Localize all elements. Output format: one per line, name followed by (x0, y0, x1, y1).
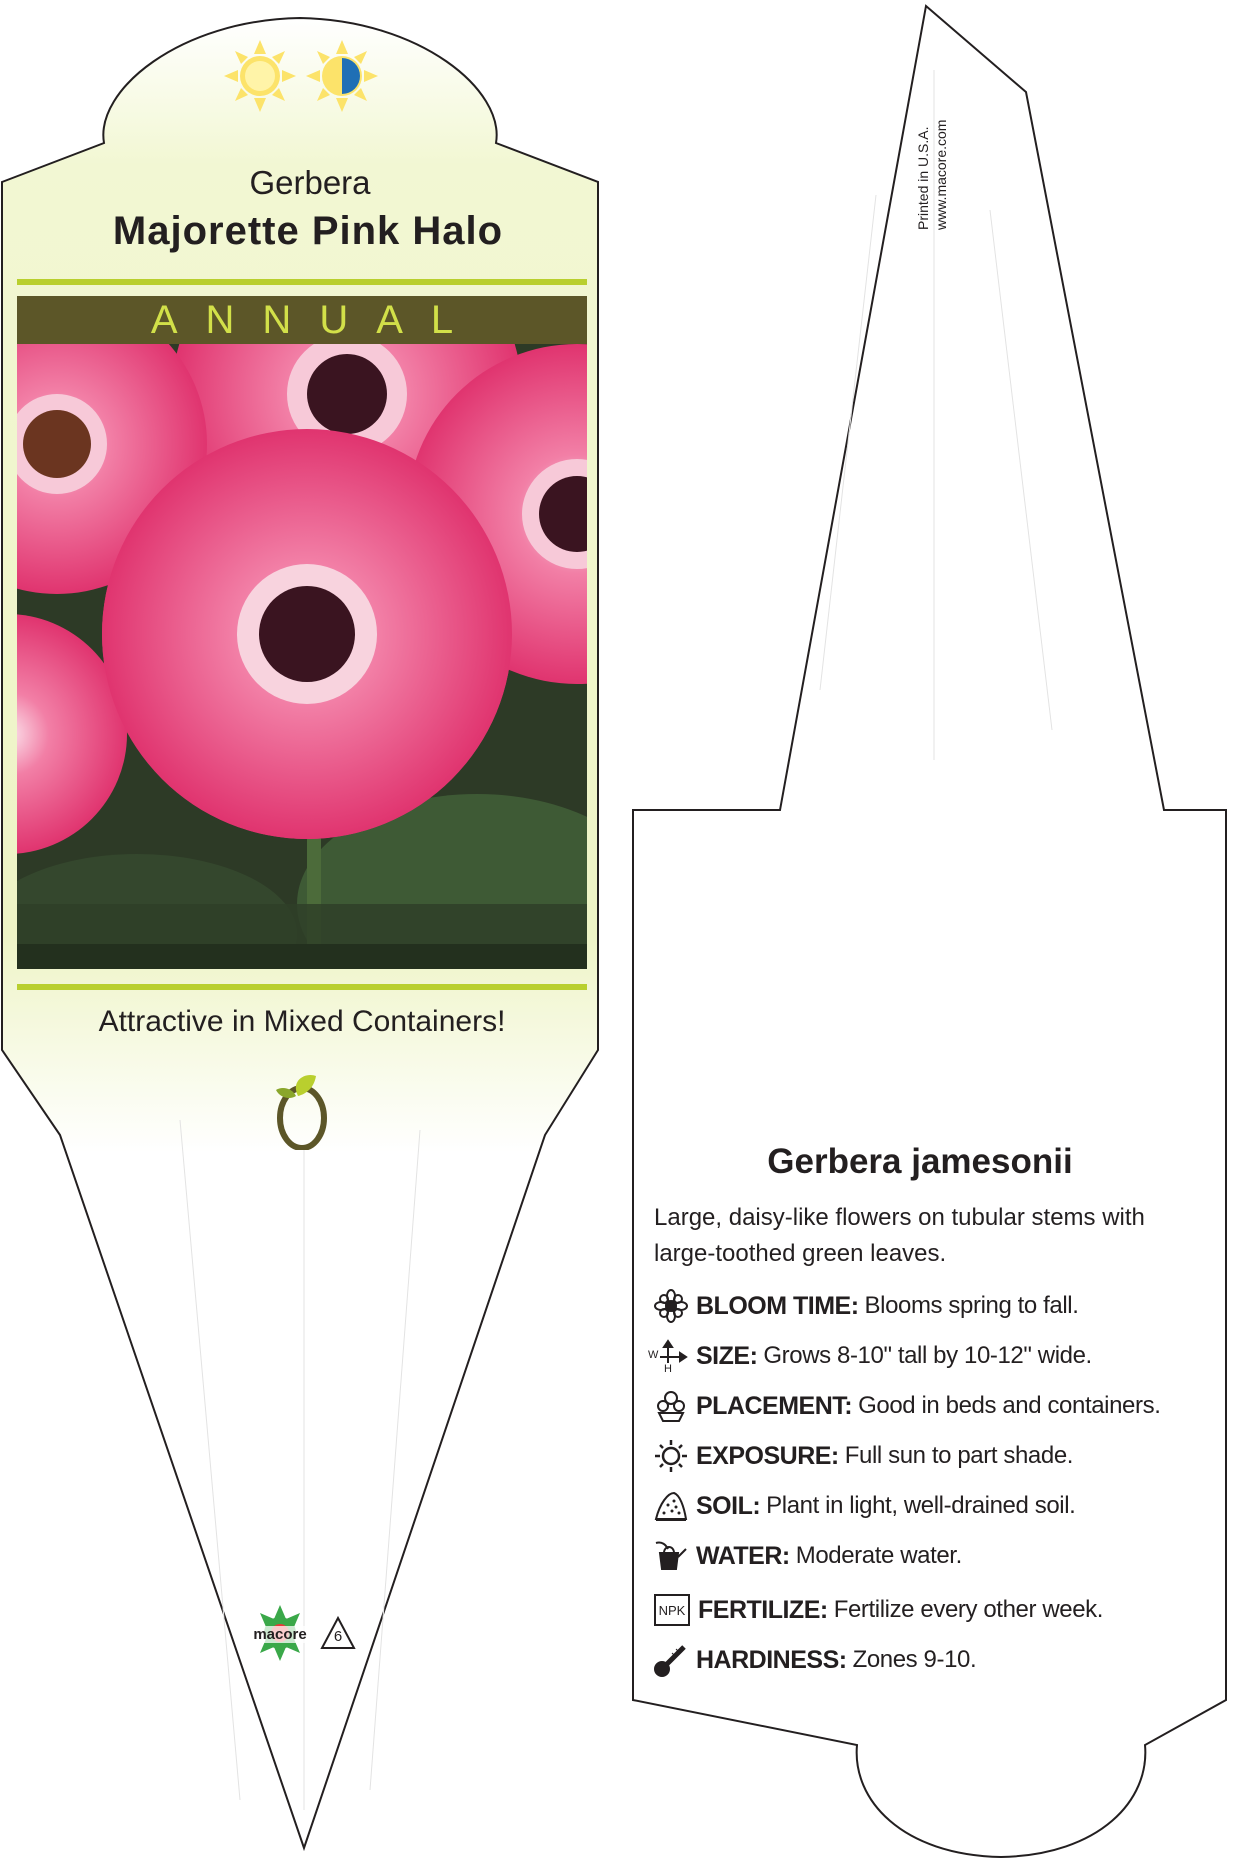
sun-icons (220, 36, 380, 116)
care-row-size (648, 1336, 1092, 1376)
care-label: SOIL: (696, 1491, 761, 1520)
flower-icon (654, 1289, 688, 1323)
macore-logo-text: macore (245, 1626, 315, 1643)
care-value: Blooms spring to fall. (864, 1292, 1079, 1319)
care-value: Zones 9-10. (852, 1646, 977, 1673)
placement-icon (654, 1389, 688, 1423)
size-arrows-icon (648, 1339, 688, 1375)
care-row-fertilize (654, 1590, 1103, 1630)
size-w: W (648, 1349, 659, 1361)
care-label: WATER: (696, 1541, 790, 1570)
part-shade-icon (306, 40, 378, 112)
category-band (17, 296, 587, 344)
species-name: Gerbera jamesonii (767, 1142, 1073, 1181)
category-label: ANNUAL (150, 297, 482, 342)
care-value: Moderate water. (795, 1542, 962, 1569)
care-row-exposure (654, 1436, 1073, 1476)
printed-info (910, 90, 949, 240)
care-label: SIZE: (696, 1341, 758, 1370)
printed-line2: www.macore.com (933, 119, 949, 230)
size-h: H (664, 1363, 672, 1375)
recycle-icon (318, 1614, 358, 1654)
divider-bottom (17, 984, 587, 990)
care-value: Fertilize every other week. (833, 1596, 1104, 1623)
plant-cultivar: Majorette Pink Halo (112, 209, 504, 253)
seedling-logo (270, 1070, 334, 1155)
tagline: Attractive in Mixed Containers! (98, 1005, 506, 1038)
divider-top (17, 279, 587, 285)
care-label: FERTILIZE: (698, 1595, 828, 1624)
sun-outline-icon (654, 1439, 688, 1473)
back-tag-shape (633, 6, 1226, 1857)
care-value: Good in beds and containers. (858, 1392, 1161, 1419)
care-value: Plant in light, well-drained soil. (766, 1492, 1076, 1519)
care-row-bloom (654, 1286, 1079, 1326)
soil-pile-icon (654, 1489, 688, 1523)
watering-can-icon (654, 1539, 688, 1573)
npk-text: NPK (658, 1602, 686, 1618)
care-row-water (654, 1536, 962, 1576)
care-row-hardiness (654, 1640, 976, 1680)
macore-logo (245, 1605, 315, 1665)
flower-photo (17, 344, 587, 969)
care-label: HARDINESS: (696, 1645, 847, 1674)
recycle-number: 6 (333, 1628, 343, 1645)
care-value: Full sun to part shade. (844, 1442, 1074, 1469)
care-value: Grows 8-10" tall by 10-12" wide. (763, 1342, 1092, 1369)
thermometer-icon (654, 1643, 688, 1677)
full-sun-icon (220, 36, 380, 116)
care-row-soil (654, 1486, 1075, 1526)
care-label: PLACEMENT: (696, 1391, 853, 1420)
printed-line1: Printed in U.S.A. (915, 126, 931, 230)
npk-icon (654, 1594, 690, 1626)
care-label: BLOOM TIME: (696, 1291, 859, 1320)
care-label: EXPOSURE: (696, 1441, 839, 1470)
care-row-placement (654, 1386, 1160, 1426)
plant-genus: Gerbera (249, 164, 371, 201)
description: Large, daisy-like flowers on tubular stems with large-toothed green leaves. (654, 1204, 1145, 1267)
